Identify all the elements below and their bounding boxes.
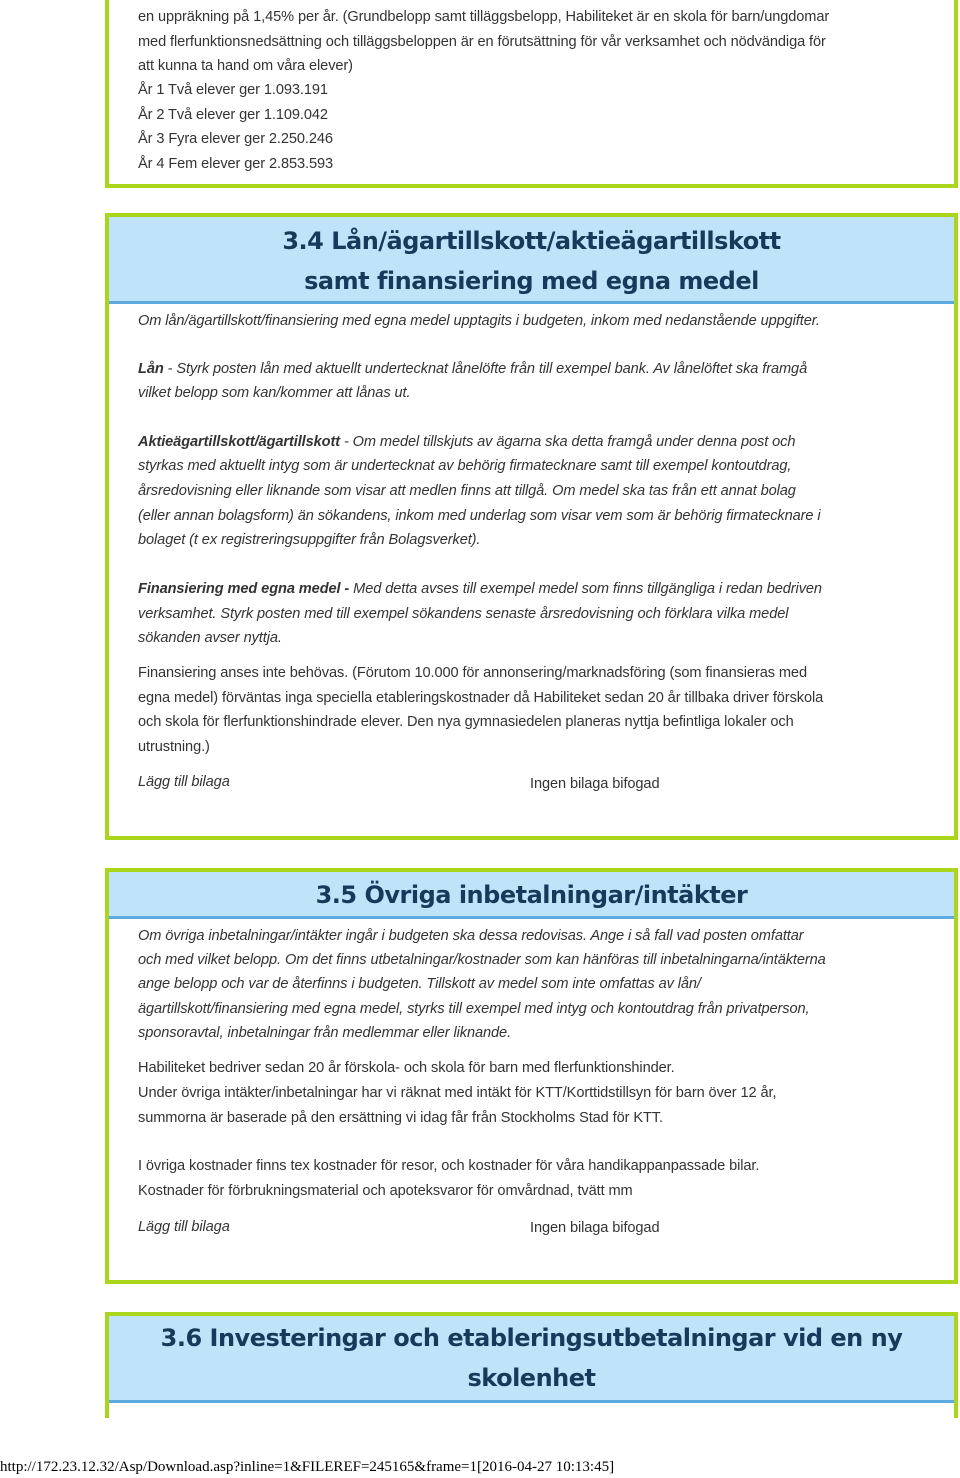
fin-label: Finansiering med egna medel -	[138, 581, 350, 597]
lan-label: Lån	[138, 361, 164, 377]
year-4-amount: År 4 Fem elever ger 2.853.593	[138, 156, 334, 172]
aktie-text: årsredovisning eller liknande som visar att medlen finns att tillgå. Om medel ska tas från ett annat bolag	[138, 483, 796, 499]
section-3-5-instruction: och med vilket belopp. Om det finns utbetalningar/kostnader som kan hänföras till inbetalningarna/intäkterna	[138, 952, 826, 968]
section-3-5-header	[109, 872, 954, 919]
section-title: samt finansiering med egna medel	[304, 267, 759, 295]
section-3-5-instruction: ange belopp och var de återfinns i budgeten. Tillskott av medel som inte omfattas av lån/	[138, 976, 701, 992]
lan-text: - Styrk posten lån med aktuellt undertecknat lånelöfte från till exempel bank. Av lånelöftet ska framgå	[163, 361, 808, 377]
add-attachment-link[interactable]: Lägg till bilaga	[138, 1219, 230, 1235]
answer-text: och skola för flerfunktionshindrade elever. Den nya gymnasiedelen planeras nyttja befintliga lokaler och	[138, 714, 794, 730]
page-url-footer: http://172.23.12.32/Asp/Download.asp?inline=1&FILEREF=245165&frame=1[2016-04-27 10:13:45]	[0, 1459, 615, 1475]
section-3-5-instruction: Om övriga inbetalningar/intäkter ingår i budgeten ska dessa redovisas. Ange i så fall vad posten omfattar	[138, 928, 804, 944]
aktie-instruction	[138, 430, 795, 454]
intro-text: med flerfunktionsnedsättning och tilläggsbeloppen är en förutsättning för vår verksamhet och nödvändiga för	[138, 34, 826, 50]
answer-text: utrustning.)	[138, 739, 210, 755]
lan-instruction	[138, 357, 807, 381]
aktie-text: - Om medel tillskjuts av ägarna ska detta framgå under denna post och	[339, 434, 796, 450]
answer-text: summorna är baserade på den ersättning vi idag får från Stockholms Stad för KTT.	[138, 1110, 663, 1126]
intro-text: att kunna ta hand om våra elever)	[138, 58, 353, 74]
answer-text: Habiliteket bedriver sedan 20 år förskola- och skola för barn med flerfunktionshinder.	[138, 1060, 675, 1076]
intro-text: en uppräkning på 1,45% per år. (Grundbelopp samt tilläggsbelopp, Habiliteket är en skola för barn/ungdomar	[138, 9, 830, 25]
section-3-5-instruction: sponsoravtal, inbetalningar från medlemmar eller liknande.	[138, 1025, 512, 1041]
attachment-status: Ingen bilaga bifogad	[530, 776, 660, 792]
page-gap	[0, 1418, 960, 1448]
fin-text: verksamhet. Styrk posten med till exempel sökandens senaste årsredovisning och förklara vilka medel	[138, 606, 789, 622]
section-3-6-header	[109, 1316, 954, 1403]
fin-text: Med detta avses till exempel medel som finns tillgängliga i redan bedriven	[349, 581, 822, 597]
answer-text: Finansiering anses inte behövas. (Förutom 10.000 för annonsering/marknadsföring (som finansieras med	[138, 665, 807, 681]
year-3-amount: År 3 Fyra elever ger 2.250.246	[138, 131, 333, 147]
year-2-amount: År 2 Två elever ger 1.109.042	[138, 107, 328, 123]
section-title: skolenhet	[467, 1364, 596, 1392]
section-title: 3.5 Övriga inbetalningar/intäkter	[315, 881, 748, 909]
aktie-text: (eller annan bolagsform) än sökandens, inkom med underlag som visar vem som är behörig firmatecknare i	[138, 508, 821, 524]
aktie-label: Aktieägartillskott/ägartillskott	[138, 434, 340, 450]
section-title: 3.6 Investeringar och etableringsutbetalningar vid en ny	[160, 1324, 903, 1352]
attachment-status: Ingen bilaga bifogad	[530, 1220, 660, 1236]
answer-text: Kostnader för förbrukningsmaterial och apoteksvaror för omvårdnad, tvätt mm	[138, 1183, 633, 1199]
section-3-4-instruction: Om lån/ägartillskott/finansiering med egna medel upptagits i budgeten, inkom med nedanstående uppgifter.	[138, 313, 820, 329]
fin-instruction	[138, 577, 822, 601]
answer-text: egna medel) förväntas inga speciella etableringskostnader då Habiliteket sedan 20 år tillbaka driver förskola	[138, 690, 824, 706]
add-attachment-link[interactable]: Lägg till bilaga	[138, 774, 230, 790]
fin-text: sökanden avser nyttja.	[138, 630, 282, 646]
section-title: 3.4 Lån/ägartillskott/aktieägartillskott	[282, 227, 781, 255]
lan-text: vilket belopp som kan/kommer att lånas ut.	[138, 385, 411, 401]
aktie-text: styrkas med aktuellt intyg som är undertecknat av behörig firmatecknare samt till exempel kontoutdrag,	[138, 458, 792, 474]
section-3-5-instruction: ägartillskott/finansiering med egna medel, styrks till exempel med intyg och kontoutdrag från privatperson,	[138, 1001, 810, 1017]
answer-text: Under övriga intäkter/inbetalningar har vi räknat med intäkt för KTT/Korttidstillsyn för barn över 12 år,	[138, 1085, 777, 1101]
year-1-amount: År 1 Två elever ger 1.093.191	[138, 82, 328, 98]
answer-text: I övriga kostnader finns tex kostnader för resor, och kostnader för våra handikappanpassade bilar.	[138, 1158, 760, 1174]
section-3-4-header	[109, 217, 954, 304]
aktie-text: bolaget (t ex registreringsuppgifter från Bolagsverket).	[138, 532, 481, 548]
